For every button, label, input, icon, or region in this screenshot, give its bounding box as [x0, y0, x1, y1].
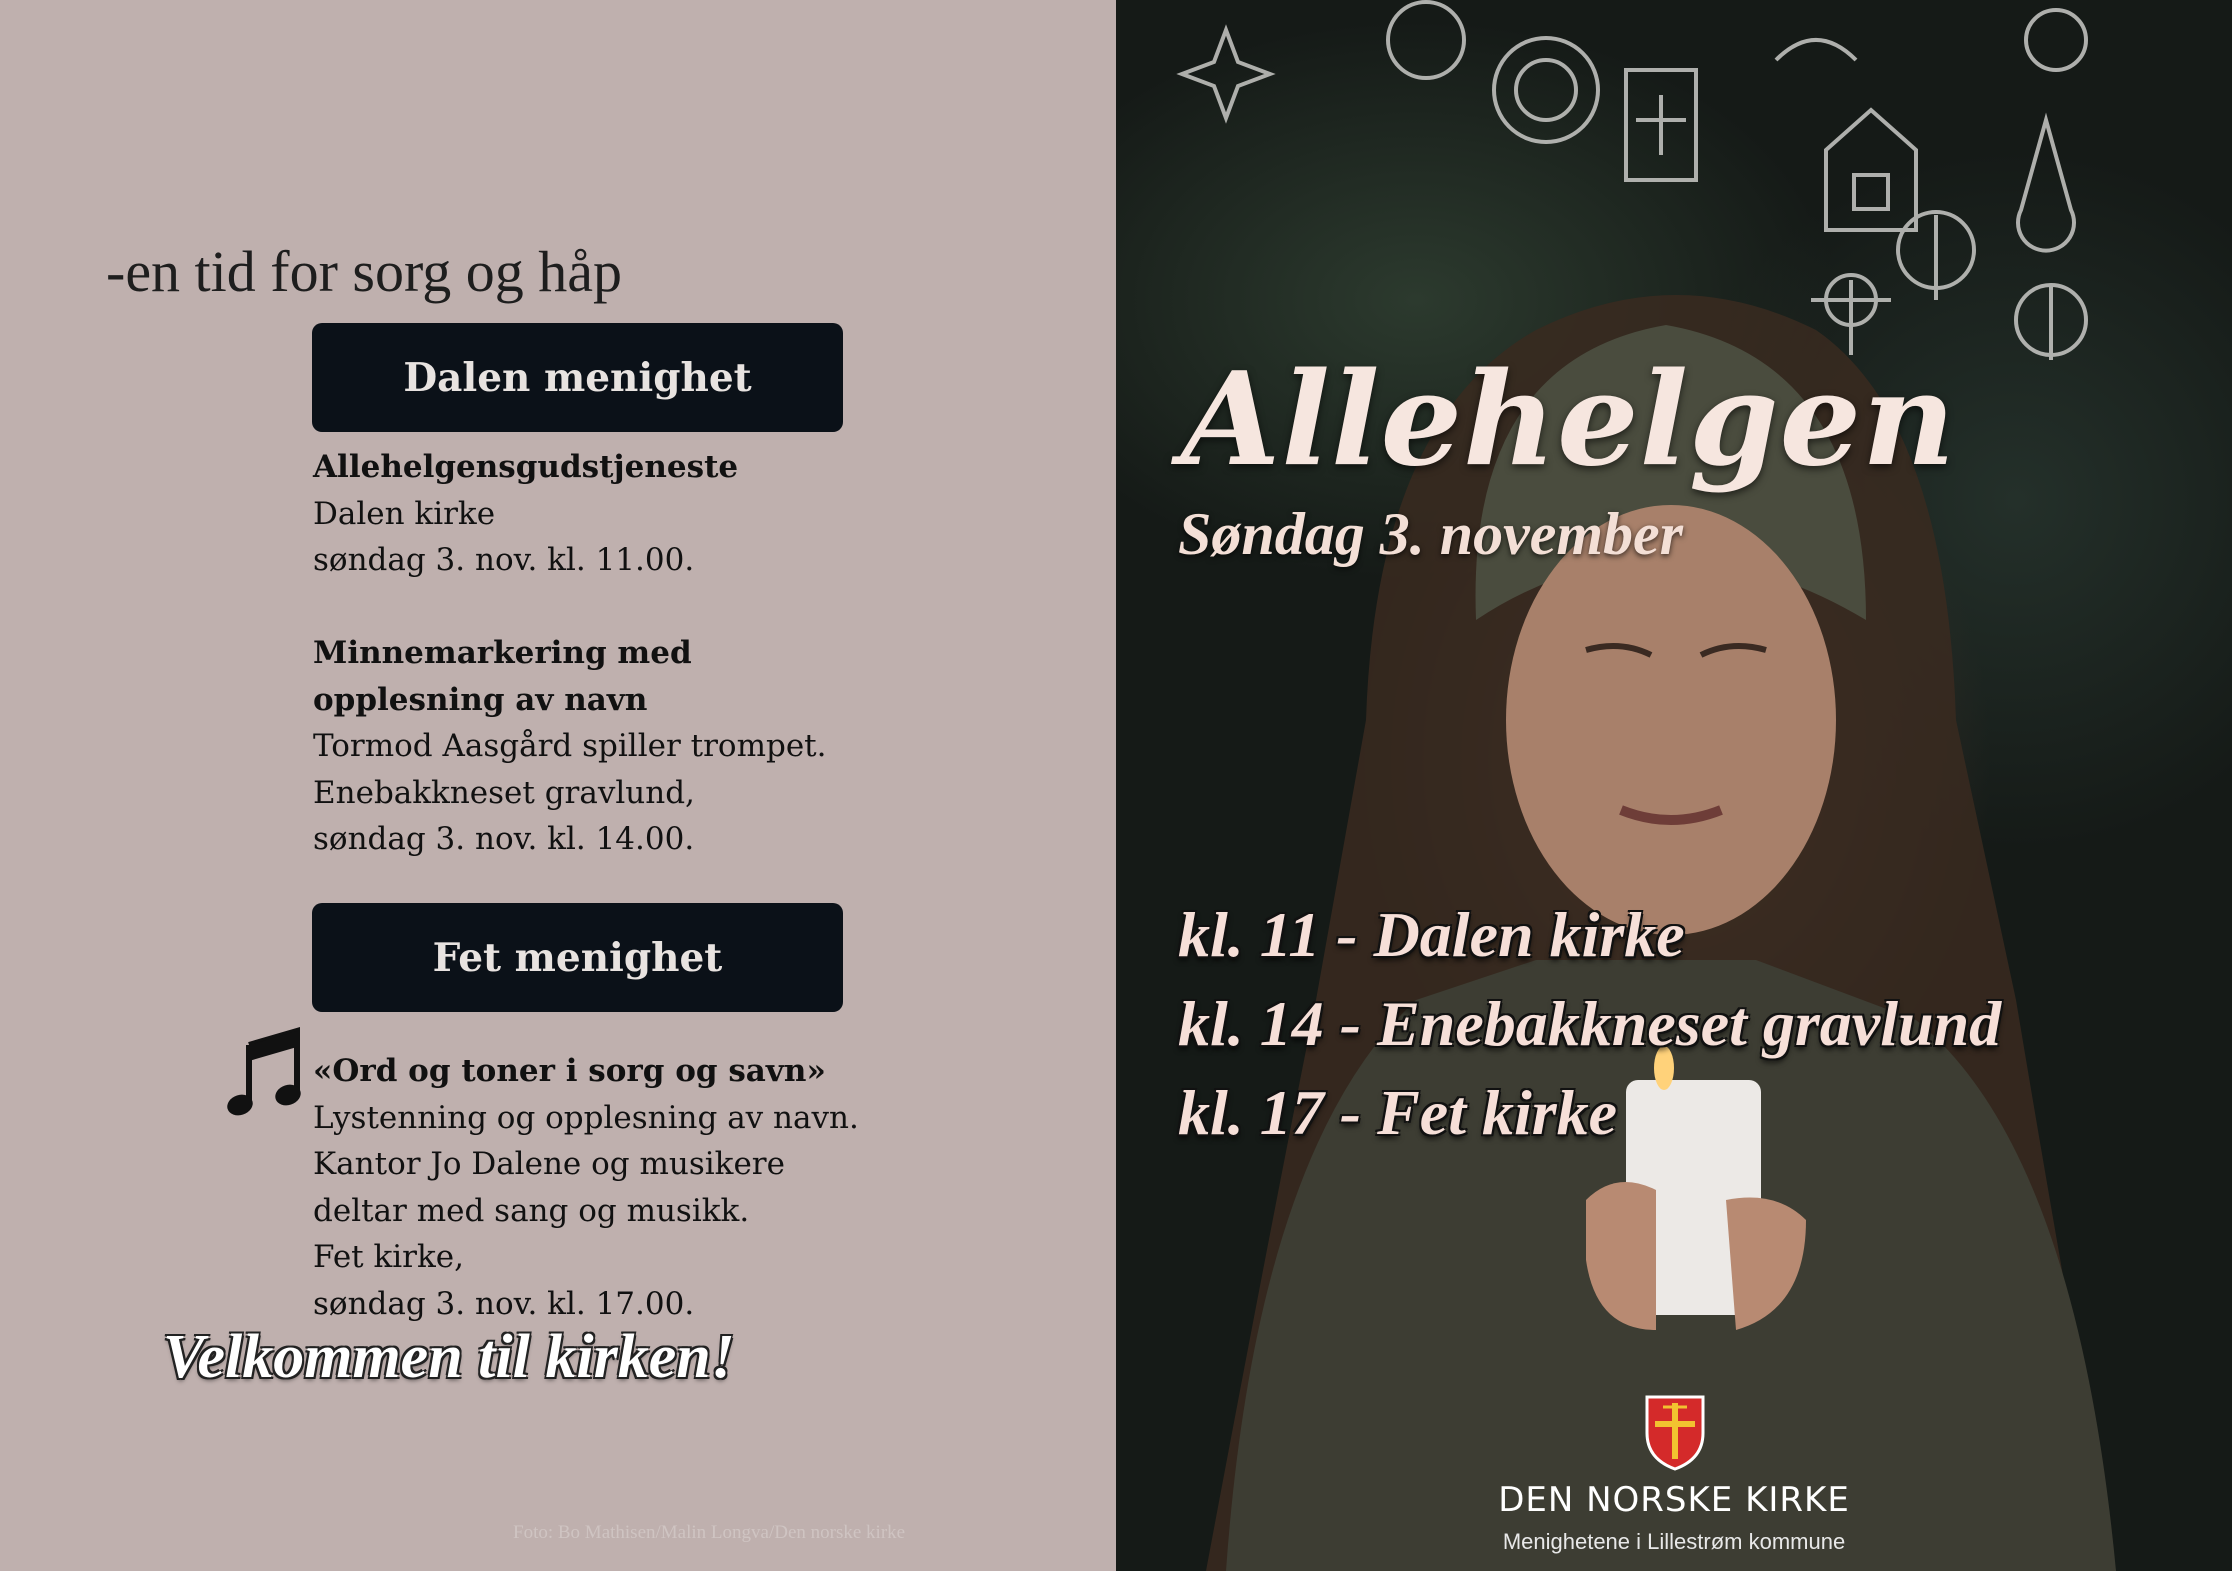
event-location: Dalen kirke [313, 495, 496, 532]
event-title: «Ord og toner i sorg og savn» [313, 1053, 826, 1089]
event-title: Allehelgensgudstjeneste [313, 449, 739, 485]
dalen-menighet-banner[interactable]: Dalen menighet [312, 323, 843, 432]
schedule-list [1178, 890, 2001, 1157]
event-location: Enebakkneset gravlund, [313, 774, 695, 811]
event-date: Søndag 3. november [1178, 501, 1684, 567]
fet-menighet-banner[interactable]: Fet menighet [312, 903, 843, 1012]
event-time: søndag 3. nov. kl. 17.00. [313, 1285, 695, 1322]
welcome-text: Velkommen til kirken! [163, 1323, 735, 1391]
schedule-item: kl. 17 - Fet kirke [1178, 1077, 1618, 1148]
brand-subtitle: Menighetene i Lillestrøm kommune [1502, 1529, 1846, 1554]
event-title: opplesning av navn [313, 681, 648, 718]
event-allehelgensgudstjeneste [313, 444, 738, 584]
church-crest-icon [1643, 1393, 1707, 1471]
tagline: -en tid for sorg og håp [106, 239, 622, 304]
event-detail: Tormod Aasgård spiller trompet. [313, 728, 827, 764]
schedule-item: kl. 14 - Enebakkneset gravlund [1178, 988, 2002, 1059]
event-time: søndag 3. nov. kl. 14.00. [313, 821, 695, 857]
event-detail: Kantor Jo Dalene og musikere [313, 1146, 785, 1182]
main-title: Allehelgen [1181, 345, 1957, 495]
photo-credit: Foto: Bo Mathisen/Malin Longva/Den norske kirke [513, 1522, 906, 1543]
music-note-icon [227, 1023, 305, 1118]
event-time: søndag 3. nov. kl. 11.00. [313, 542, 695, 578]
cover-panel [1116, 0, 2232, 1571]
event-location: Fet kirke, [313, 1239, 464, 1275]
event-title: Minnemarkering med [313, 635, 692, 671]
event-detail: Lystenning og opplesning av navn. [313, 1099, 859, 1136]
candle-photo [1116, 0, 2232, 1571]
event-detail: deltar med sang og musikk. [313, 1192, 750, 1229]
brand-name: DEN NORSKE KIRKE [1498, 1480, 1850, 1520]
event-ord-og-toner [313, 1048, 859, 1327]
event-minnemarkering [313, 630, 826, 863]
schedule-item: kl. 11 - Dalen kirke [1178, 899, 1685, 970]
